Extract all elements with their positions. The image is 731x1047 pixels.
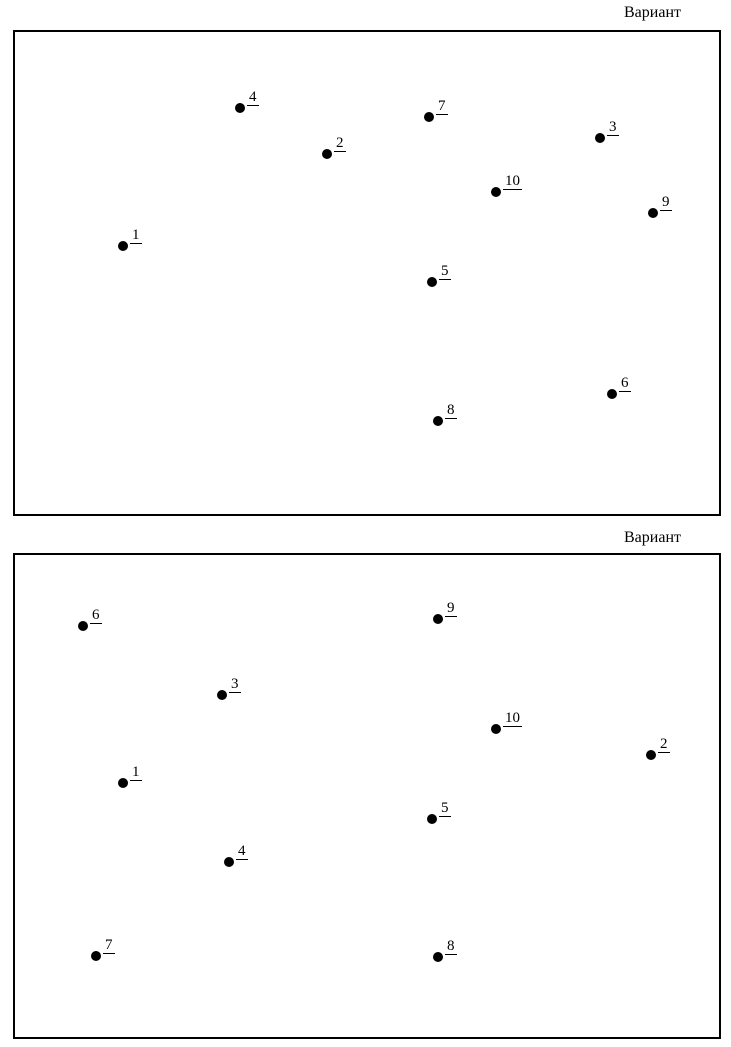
point-label: 9	[447, 600, 455, 616]
point-label: 10	[505, 710, 520, 726]
point-dot	[433, 614, 443, 624]
variant-label-top: Вариант	[624, 4, 681, 21]
point-dot	[91, 951, 101, 961]
point-dot	[427, 814, 437, 824]
point-dot	[235, 103, 245, 113]
point-dot	[78, 621, 88, 631]
point-label: 2	[660, 736, 668, 752]
point-label: 3	[609, 119, 617, 135]
point-dot	[433, 952, 443, 962]
point-label: 8	[447, 402, 455, 418]
point-label: 7	[438, 98, 446, 114]
point-dot	[217, 690, 227, 700]
points-panel-bottom	[13, 553, 721, 1039]
point-dot	[607, 389, 617, 399]
point-label: 6	[92, 607, 100, 623]
point-dot	[224, 857, 234, 867]
point-label: 4	[238, 843, 246, 859]
point-dot	[491, 724, 501, 734]
point-dot	[595, 133, 605, 143]
point-label: 10	[505, 173, 520, 189]
points-panel-top	[13, 30, 721, 516]
point-dot	[427, 277, 437, 287]
point-label: 4	[249, 89, 257, 105]
point-label: 1	[132, 764, 140, 780]
point-dot	[646, 750, 656, 760]
point-label: 2	[336, 135, 344, 151]
point-dot	[118, 241, 128, 251]
point-label: 3	[231, 676, 239, 692]
point-dot	[424, 112, 434, 122]
point-dot	[322, 149, 332, 159]
point-label: 8	[447, 938, 455, 954]
point-label: 5	[441, 800, 449, 816]
point-dot	[433, 416, 443, 426]
point-dot	[648, 208, 658, 218]
point-dot	[491, 187, 501, 197]
point-label: 9	[662, 194, 670, 210]
point-label: 7	[105, 937, 113, 953]
variant-label-bottom: Вариант	[624, 529, 681, 546]
point-label: 5	[441, 263, 449, 279]
point-label: 1	[132, 227, 140, 243]
point-label: 6	[621, 375, 629, 391]
point-dot	[118, 778, 128, 788]
